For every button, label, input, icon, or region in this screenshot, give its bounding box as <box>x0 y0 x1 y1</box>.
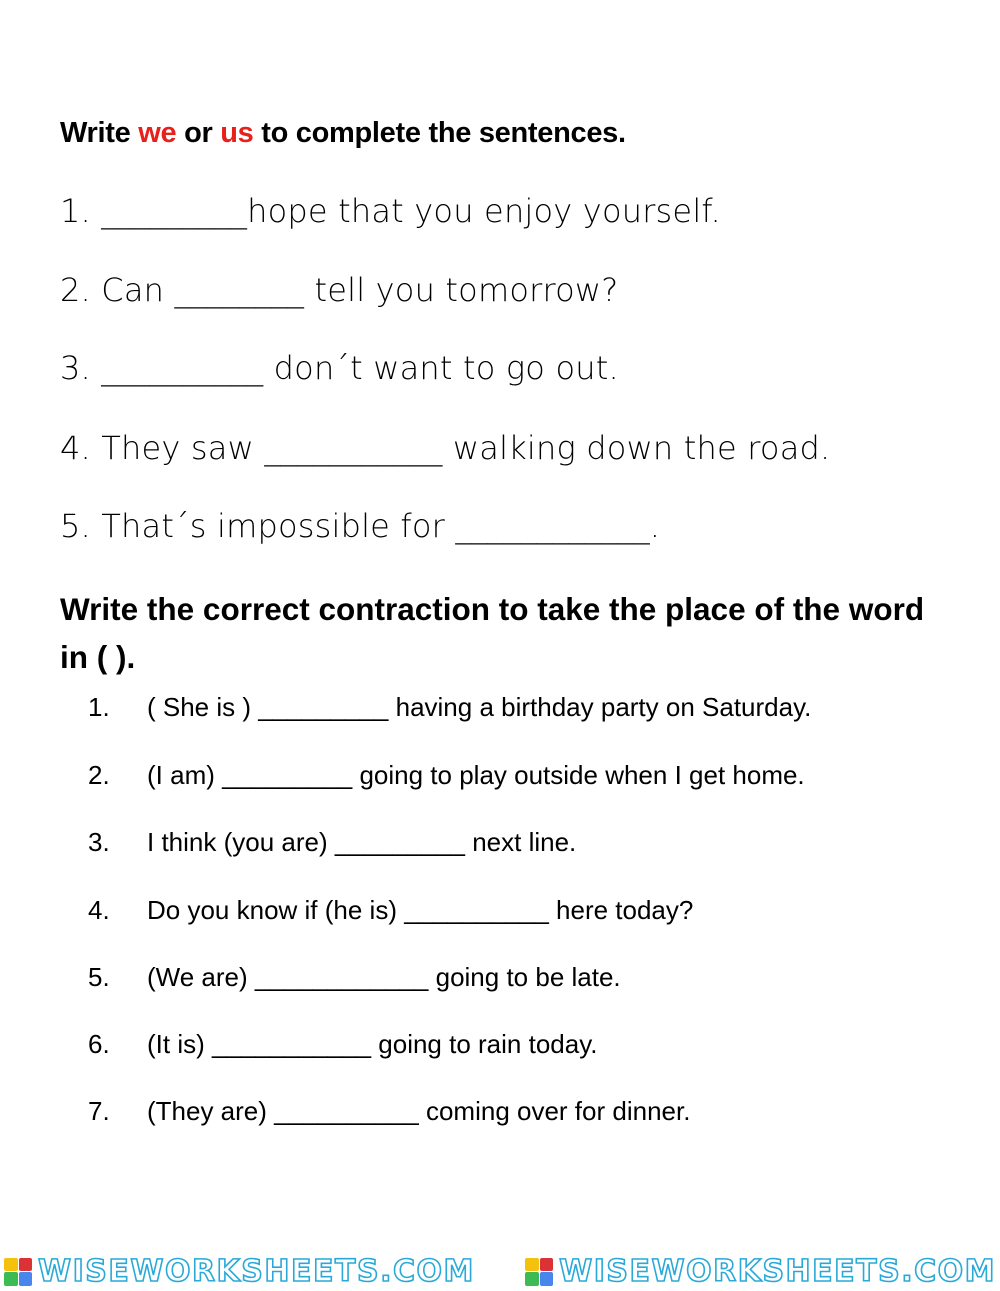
watermark <box>4 1253 475 1289</box>
item-number: 3. <box>88 827 110 857</box>
item-text: (We are) ____________ going to be late. <box>147 962 621 992</box>
item-number: 5. <box>88 962 110 992</box>
item-text: Do you know if (he is) __________ here today? <box>147 895 694 925</box>
section1-item-1: 1. _________hope that you enjoy yourself. <box>60 192 721 230</box>
watermark <box>525 1253 996 1289</box>
item-text: (They are) __________ coming over for dinner. <box>147 1096 691 1126</box>
section1-item-4: 4. They saw ___________ walking down the road. <box>60 429 831 467</box>
footer-watermark-bar <box>0 1252 1000 1291</box>
item-text: (I am) _________ going to play outside when I get home. <box>147 760 805 790</box>
item-text: I think (you are) _________ next line. <box>147 827 577 857</box>
watermark-text: WISEWORKSHEETS.COM <box>559 1253 996 1289</box>
item-number: 6. <box>88 1029 110 1059</box>
section1-item-5: 5. That´s impossible for ____________. <box>60 507 661 545</box>
title-part-we: we <box>138 117 177 149</box>
item-text: ( She is ) _________ having a birthday party on Saturday. <box>147 692 812 722</box>
item-text: (It is) ___________ going to rain today. <box>147 1029 598 1059</box>
logo-icon <box>525 1258 553 1286</box>
title-part-us: us <box>220 117 254 149</box>
section1-item-3: 3. __________ don´t want to go out. <box>60 349 619 387</box>
section1-item-2: 2. Can ________ tell you tomorrow? <box>60 271 619 309</box>
title-part: to complete the sentences. <box>253 117 626 149</box>
section1-title <box>60 117 960 150</box>
watermark-text: WISEWORKSHEETS.COM <box>38 1253 475 1289</box>
item-number: 4. <box>88 895 110 925</box>
logo-icon <box>4 1258 32 1286</box>
title-part: Write <box>60 117 139 149</box>
item-number: 1. <box>88 692 110 722</box>
section2-title: Write the correct contraction to take the place of the word in ( ). <box>60 591 925 675</box>
item-number: 2. <box>88 760 110 790</box>
item-number: 7. <box>88 1096 110 1126</box>
title-part: or <box>176 117 221 149</box>
